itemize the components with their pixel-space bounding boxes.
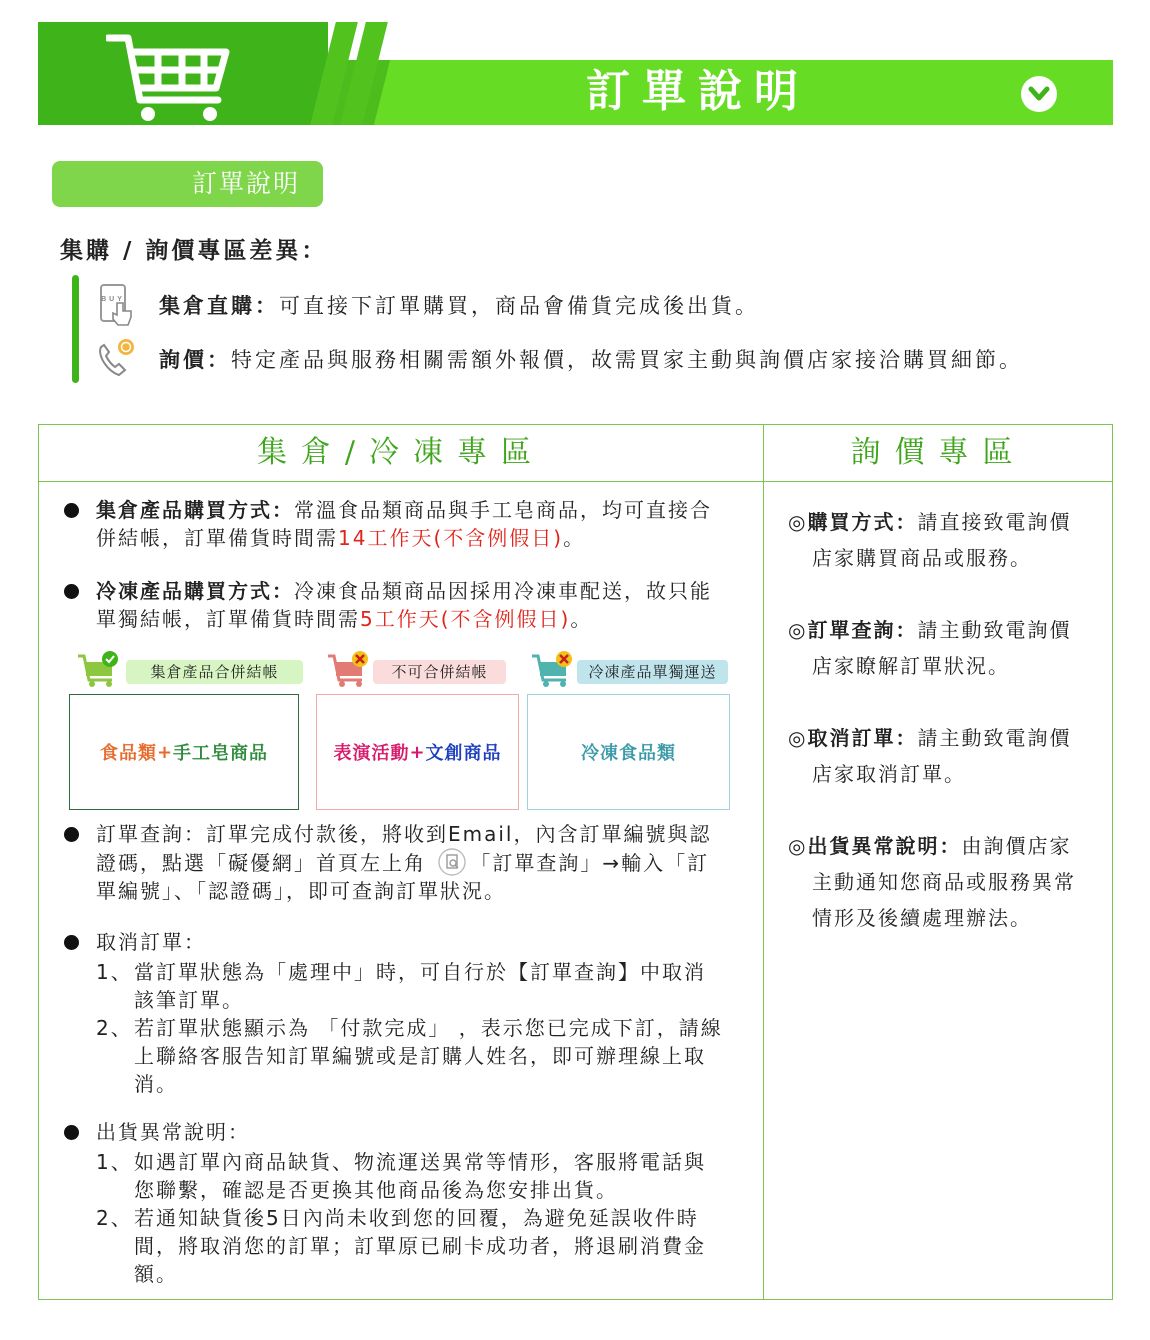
cart-cross-icon <box>530 650 574 688</box>
mark: ◎ <box>788 618 808 642</box>
list-item <box>96 1204 724 1288</box>
chip-no-combine: 不可合併結帳 <box>373 660 506 684</box>
left-column-head: 集倉/冷凍專區 <box>256 435 546 470</box>
svg-text:BUY: BUY <box>101 296 125 303</box>
right-text: 由詢價店家 <box>961 834 1072 858</box>
right-text: 店家瞭解訂單狀況。 <box>812 654 1010 678</box>
bullet-cancel-order <box>64 928 724 1098</box>
table-header-divider <box>39 481 1112 482</box>
right-order-query <box>788 612 1098 684</box>
box-show: 表演活動 <box>333 743 410 764</box>
box-soap: 手工皂商品 <box>173 743 269 764</box>
diff-direct-row <box>95 283 759 327</box>
bullet-text: 常溫食品類商品與手工皂商品，均可直接合併結帳，訂單備貨時間需 <box>96 498 712 550</box>
bullet-dot <box>64 1125 79 1140</box>
list-item <box>96 1014 724 1098</box>
bullet-storage-purchase <box>64 496 724 552</box>
banner-title: 訂單說明 <box>586 66 810 117</box>
bullet-dot <box>64 584 79 599</box>
right-label: 取消訂單： <box>807 726 918 750</box>
right-column-head: 詢價專區 <box>850 435 1027 470</box>
right-purchase-method <box>788 504 1098 576</box>
diff-inquiry-text: 特定產品與服務相關需額外報價，故需買家主動與詢價店家接洽購買細節。 <box>231 348 1023 372</box>
bullet-label: 集倉產品購買方式： <box>96 498 294 522</box>
bullet-shipping-exception <box>64 1118 724 1288</box>
bullet-dot <box>64 503 79 518</box>
bullet-title: 取消訂單： <box>96 930 206 954</box>
mark: ◎ <box>788 834 808 858</box>
chip-frozen-separate: 冷凍產品單獨運送 <box>577 660 728 684</box>
cart-cross-icon <box>326 650 370 688</box>
search-document-icon <box>438 848 466 876</box>
highlight-red: 5工作天(不含例假日) <box>360 607 571 631</box>
chip-combine: 集倉產品合併結帳 <box>126 660 303 684</box>
list-text: 當訂單狀態為「處理中」時，可自行於【訂單查詢】中取消該筆訂單。 <box>134 960 706 1012</box>
right-text: 請直接致電詢價 <box>917 510 1072 534</box>
section-tab <box>52 161 323 207</box>
bullet-text: 冷凍食品類商品因採用冷凍車配送，故只能單獨結帳，訂單備貨時間需 <box>96 579 712 631</box>
right-label: 購買方式： <box>807 510 918 534</box>
bullet-text-end: 。 <box>570 607 593 631</box>
buy-phone-icon <box>95 283 139 327</box>
bullet-text: 訂單查詢：訂單完成付款後，將收到Email，內含訂單編號與認證碼，點選「礙優網」首頁左上角 <box>96 822 712 875</box>
mark: ◎ <box>788 726 808 750</box>
accent-bar <box>72 275 79 383</box>
chevron-down-icon <box>1028 86 1050 102</box>
list-num: 1、 <box>96 1150 133 1174</box>
bullet-title: 出貨異常說明： <box>96 1120 250 1144</box>
diff-inquiry-label: 詢價： <box>159 348 231 372</box>
list-num: 1、 <box>96 960 133 984</box>
right-text: 情形及後續處理辦法。 <box>812 906 1032 930</box>
bullet-text-cont: 「訂單查詢」→輸入「訂單編號」、「認證碼」，即可查詢訂單狀況。 <box>96 851 710 903</box>
right-text: 請主動致電詢價 <box>917 618 1072 642</box>
diff-inquiry-row <box>95 337 1023 381</box>
diff-heading: 集購 / 詢價專區差異： <box>60 238 328 264</box>
bullet-dot <box>64 935 79 950</box>
right-text: 請主動致電詢價 <box>917 726 1072 750</box>
right-text: 店家取消訂單。 <box>812 762 966 786</box>
box-frozen: 冷凍食品類 <box>581 743 676 764</box>
highlight-red: 14工作天(不含例假日) <box>338 526 564 550</box>
list-text: 若訂單狀態顯示為 「付款完成」 ，表示您已完成下訂，請線上聯絡客服告知訂單編號或是訂購人姓名，即可辦理線上取消。 <box>134 1016 723 1096</box>
bullet-frozen-purchase <box>64 577 724 633</box>
right-text: 店家購買商品或服務。 <box>812 546 1032 570</box>
header-banner <box>38 22 1113 125</box>
right-label: 出貨異常說明： <box>807 834 962 858</box>
right-shipping-exception <box>788 828 1098 936</box>
phone-inquiry-icon <box>95 337 139 381</box>
list-item <box>96 1148 724 1204</box>
bullet-dot <box>64 827 79 842</box>
bullet-label: 冷凍產品購買方式： <box>96 579 294 603</box>
box-craft: 文創商品 <box>425 743 502 764</box>
table-divider <box>763 425 764 1299</box>
cart-check-icon <box>76 650 120 688</box>
box-food: 食品類 <box>99 743 157 764</box>
right-text: 主動通知您商品或服務異常 <box>812 870 1076 894</box>
box-frozen-example <box>527 694 730 810</box>
list-text: 如遇訂單內商品缺貨、物流運送異常等情形，客服將電話與您聯繫，確認是否更換其他商品後為您安排出貨。 <box>134 1150 706 1202</box>
list-text: 若通知缺貨後5日內尚未收到您的回覆，為避免延誤收件時間，將取消您的訂單；訂單原已刷卡成功者，將退刷消費金額。 <box>134 1206 706 1286</box>
right-cancel-order <box>788 720 1098 792</box>
mark: ◎ <box>788 510 808 534</box>
diff-direct-text: 可直接下訂單購買，商品會備貨完成後出貨。 <box>279 294 759 318</box>
shopping-cart-icon <box>106 30 236 122</box>
section-tab-label: 訂單說明 <box>192 169 301 198</box>
box-combine-example <box>69 694 299 810</box>
box-plus: + <box>156 741 174 763</box>
box-plus: + <box>409 741 426 763</box>
expand-button[interactable] <box>1021 76 1057 112</box>
diff-direct-label: 集倉直購： <box>159 294 279 318</box>
list-item <box>96 958 724 1014</box>
list-num: 2、 <box>96 1206 133 1230</box>
bullet-text-end: 。 <box>563 526 586 550</box>
box-no-combine-example <box>316 694 519 810</box>
bullet-order-query <box>64 820 724 905</box>
list-num: 2、 <box>96 1016 133 1040</box>
right-label: 訂單查詢： <box>807 618 918 642</box>
